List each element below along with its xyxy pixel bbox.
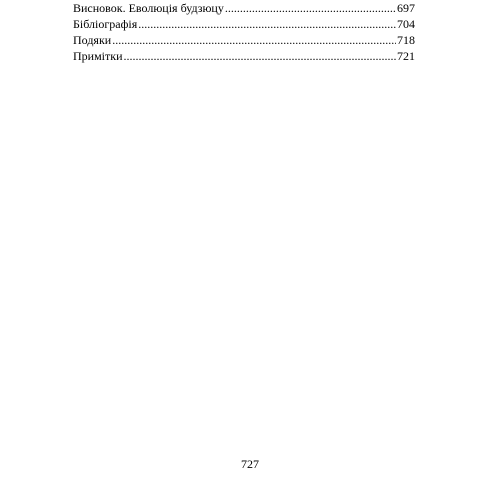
- toc-entry-page: 704: [397, 17, 415, 31]
- dot-leader: [138, 16, 396, 32]
- dot-leader: [124, 48, 396, 64]
- toc-entry: [73, 32, 415, 48]
- toc-entry-page: 718: [397, 33, 415, 47]
- toc-entry-page: 697: [397, 1, 415, 15]
- toc-entry-title: Подяки: [73, 33, 112, 47]
- toc-entry-title: Примітки: [73, 49, 123, 63]
- toc-entry-title: Бібліографія: [73, 17, 138, 31]
- toc-entry: [73, 16, 415, 32]
- toc-entry-page: 721: [397, 49, 415, 63]
- dot-leader: [112, 32, 396, 48]
- toc-entry-title: Висновок. Еволюція будзюцу: [73, 1, 224, 15]
- toc-entry: [73, 0, 415, 16]
- table-of-contents: [73, 0, 415, 64]
- page-number: 727: [241, 457, 259, 471]
- toc-entry: [73, 48, 415, 64]
- dot-leader: [225, 0, 396, 16]
